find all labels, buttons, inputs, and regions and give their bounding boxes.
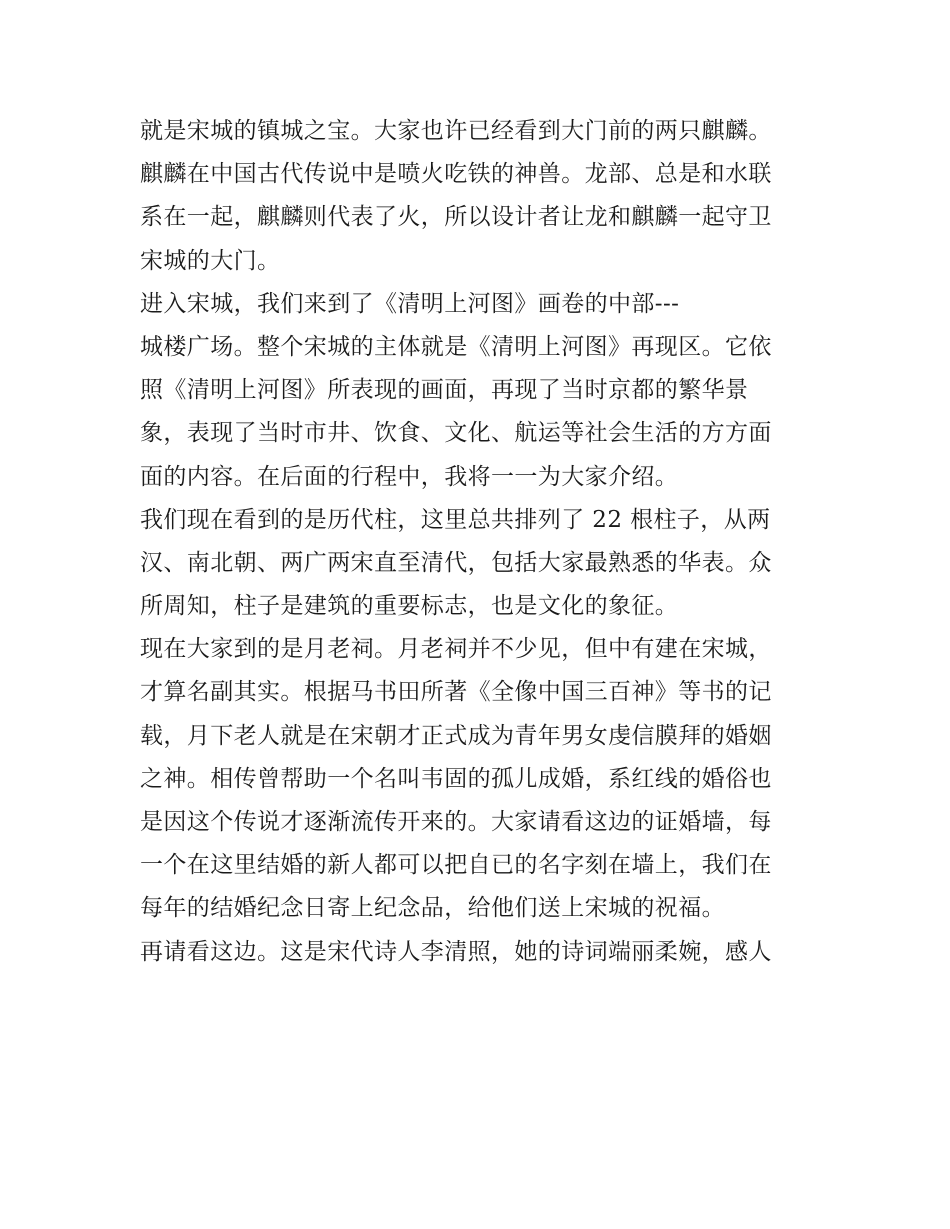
text-line: 我们现在看到的是历代柱，这里总共排列了 22 根柱子，从两 xyxy=(140,506,771,533)
text-line: 就是宋城的镇城之宝。大家也许已经看到大门前的两只麒麟。 xyxy=(140,118,772,144)
text-line: 是因这个传说才逐渐流传开来的。大家请看这边的证婚墙，每 xyxy=(140,809,772,835)
text-line: 再请看这边。这是宋代诗人李清照，她的诗词端丽柔婉，感人 xyxy=(140,938,772,965)
text-line: 现在大家到的是月老祠。月老祠并不少见，但中有建在宋城， xyxy=(140,636,772,663)
text-line: 宋城的大门。 xyxy=(140,247,281,274)
text-line: 之神。相传曾帮助一个名叫韦固的孤儿成婚，系红线的婚俗也 xyxy=(140,765,772,792)
document-body xyxy=(140,110,812,974)
text-line: 汉、南北朝、两广两宋直至清代，包括大家最熟悉的华表。众 xyxy=(140,549,772,576)
text-line: 每年的结婚纪念日寄上纪念品，给他们送上宋城的祝福。 xyxy=(140,895,725,922)
text-line: 城楼广场。整个宋城的主体就是《清明上河图》再现区。它依 xyxy=(140,333,772,360)
text-line: 所周知，柱子是建筑的重要标志，也是文化的象征。 xyxy=(140,593,679,620)
text-line: 进入宋城，我们来到了《清明上河图》画卷的中部--- xyxy=(140,290,680,317)
text-line: 象，表现了当时市井、饮食、文化、航运等社会生活的方方面 xyxy=(140,420,772,447)
text-line: 一个在这里结婚的新人都可以把自已的名字刻在墙上，我们在 xyxy=(140,852,772,879)
text-line: 面的内容。在后面的行程中，我将一一为大家介绍。 xyxy=(140,463,679,490)
text-line: 载，月下老人就是在宋朝才正式成为青年男女虔信膜拜的婚姻 xyxy=(140,722,772,749)
text-line: 才算名副其实。根据马书田所著《全像中国三百神》等书的记 xyxy=(140,679,772,706)
text-line: 照《清明上河图》所表现的画面，再现了当时京都的繁华景 xyxy=(140,377,749,404)
text-line: 麒麟在中国古代传说中是喷火吃铁的神兽。龙部、总是和水联 xyxy=(140,161,772,188)
text-line: 系在一起，麒麟则代表了火，所以设计者让龙和麒麟一起守卫 xyxy=(140,204,772,231)
